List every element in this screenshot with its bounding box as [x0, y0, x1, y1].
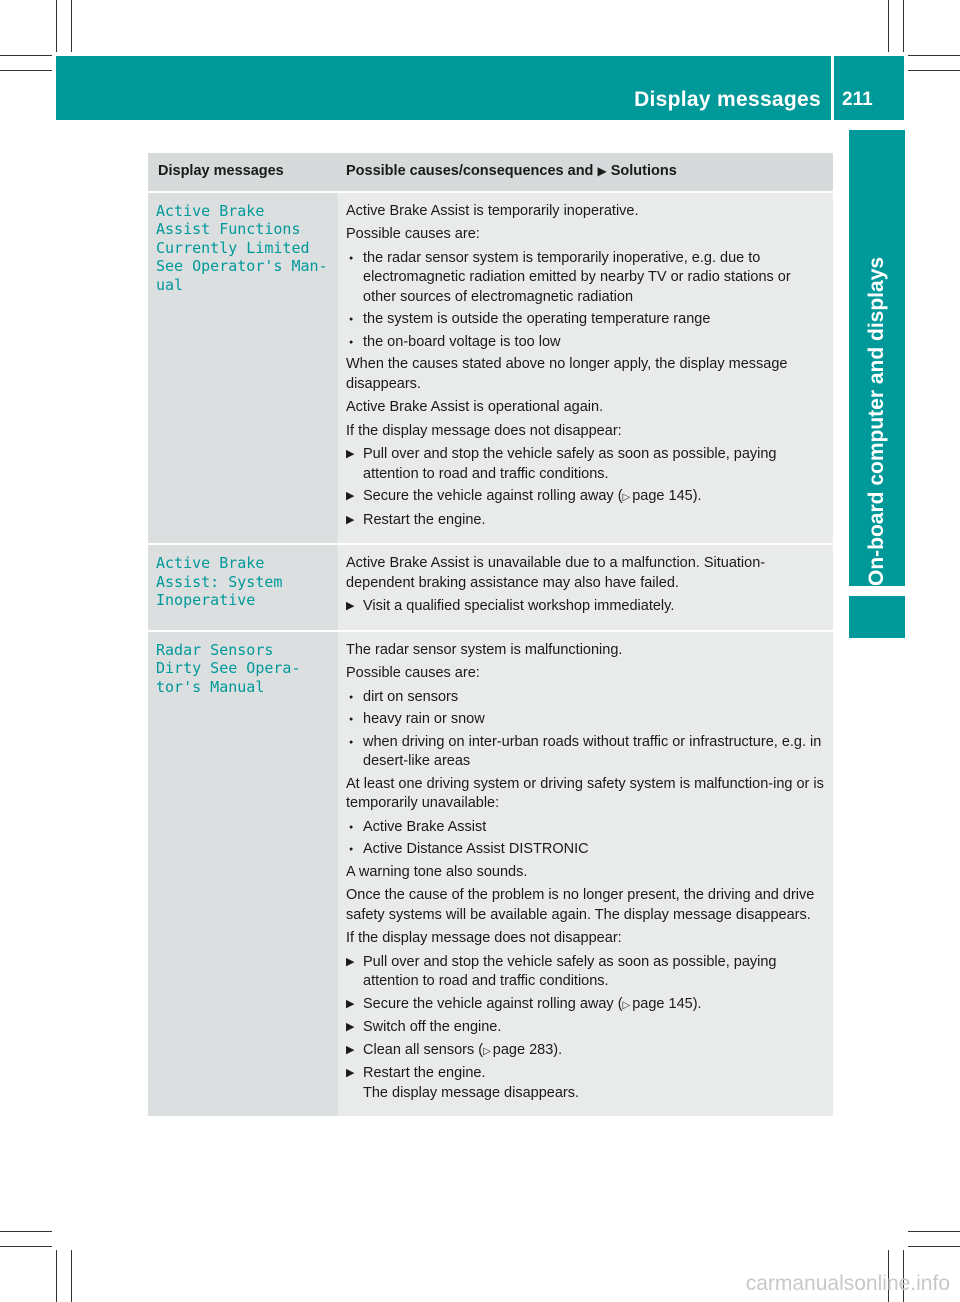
- paragraph: A warning tone also sounds.: [346, 863, 528, 880]
- crop-mark: [908, 70, 960, 71]
- paragraph: If the display message does not disappear:: [346, 422, 622, 439]
- solution-cell: [338, 544, 833, 631]
- column-header-label: Possible causes/consequences and: [346, 163, 594, 179]
- paragraph: If the display message does not disappear:: [346, 930, 622, 946]
- crop-mark: [908, 55, 960, 56]
- bullet-item: [346, 310, 825, 330]
- paragraph: At least one driving system or driving safety system is malfunction-ing or is temporarily unavailable:: [346, 775, 824, 811]
- item-text: when driving on inter-urban roads without traffic or infrastructure, e.g. in desert-like areas: [363, 733, 822, 769]
- instruction-step: [346, 1018, 825, 1038]
- crop-mark: [71, 0, 72, 52]
- paragraph: The radar sensor system is malfunctioning.: [346, 641, 623, 658]
- instruction-step: [346, 511, 825, 531]
- crop-mark: [0, 70, 52, 71]
- bullet-item: [346, 249, 825, 308]
- instruction-step: [346, 487, 825, 508]
- item-text: Switch off the engine.: [363, 1019, 502, 1035]
- display-message-text: Active Brake Assist Functions Currently Limited See Operator's Man‐ ual: [156, 201, 328, 294]
- item-text-suffix: ).: [692, 488, 702, 504]
- message-cell: [148, 544, 338, 631]
- item-text: the radar sensor system is temporarily inoperative, e.g. due to electromagnetic radiation emitted by nearby TV or radio stations or other sources of electromagnetic radiation: [363, 249, 791, 305]
- solution-cell: [338, 192, 833, 545]
- paragraph: Possible causes are:: [346, 226, 480, 242]
- crop-mark: [71, 1250, 72, 1302]
- crop-mark: [888, 0, 889, 52]
- item-text: Active Brake Assist: [363, 818, 487, 835]
- column-header-label: Solutions: [610, 163, 677, 179]
- paragraph: Active Brake Assist is unavailable due to a malfunction. Situation-dependent braking assistance may also have failed.: [346, 555, 766, 591]
- page-section-title: Display messages: [634, 88, 821, 111]
- bullet-item: [346, 333, 825, 353]
- chapter-tab-label: On-board computer and displays: [865, 256, 888, 586]
- instruction-step: [346, 1064, 825, 1103]
- header-divider: [831, 56, 834, 120]
- table-row: [148, 192, 833, 545]
- table-row: [148, 631, 833, 1118]
- crop-mark: [0, 1246, 52, 1247]
- item-text: heavy rain or snow: [363, 711, 485, 727]
- item-text: Secure the vehicle against rolling away (: [363, 995, 623, 1012]
- item-text: Visit a qualified specialist workshop immediately.: [363, 598, 675, 614]
- crop-mark: [903, 0, 904, 52]
- instruction-step: [346, 597, 825, 617]
- bullet-item: [346, 688, 825, 708]
- watermark: carmanualsonline.info: [745, 1272, 950, 1295]
- page-reference-link[interactable]: page 145: [632, 488, 693, 504]
- crop-mark: [56, 0, 57, 52]
- item-text: Clean all sensors (: [363, 1041, 484, 1058]
- item-text: the system is outside the operating temperature range: [363, 311, 711, 327]
- bullet-item: [346, 818, 825, 838]
- instruction-step: [346, 445, 825, 484]
- page-reference-arrow-icon: [483, 1042, 491, 1058]
- crop-mark: [908, 1246, 960, 1247]
- item-text: Restart the engine. The display message disappears.: [363, 1065, 580, 1101]
- message-cell: [148, 192, 338, 545]
- item-text: Secure the vehicle against rolling away (: [363, 488, 623, 504]
- item-text: Active Distance Assist DISTRONIC: [363, 841, 589, 857]
- paragraph: Active Brake Assist is temporarily inoperative.: [346, 202, 639, 219]
- item-text: dirt on sensors: [363, 688, 459, 705]
- paragraph: Possible causes are:: [346, 665, 480, 681]
- page-reference-link[interactable]: page 283: [492, 1041, 554, 1058]
- instruction-step: [346, 1041, 825, 1062]
- page-reference-arrow-icon: [623, 488, 631, 504]
- display-messages-table: [148, 153, 833, 1118]
- paragraph: Active Brake Assist is operational again.: [346, 399, 604, 415]
- page-reference-link[interactable]: page 145: [632, 995, 693, 1012]
- chapter-marker: [849, 596, 905, 638]
- column-header-messages: Display messages: [148, 153, 338, 192]
- crop-mark: [0, 55, 52, 56]
- item-text: Pull over and stop the vehicle safely as soon as possible, paying attention to road and traffic conditions.: [363, 446, 777, 482]
- item-text: the on-board voltage is too low: [363, 333, 561, 350]
- bullet-item: [346, 840, 825, 860]
- item-text-suffix: ).: [692, 995, 702, 1012]
- column-header-solutions: [338, 153, 833, 192]
- display-message-text: Active Brake Assist: System Inoperative: [156, 554, 283, 609]
- paragraph: Once the cause of the problem is no longer present, the driving and drive safety systems will be available again. The display message disappears.: [346, 887, 815, 923]
- instruction-step: [346, 953, 825, 992]
- table-header-row: [148, 153, 833, 192]
- table-row: [148, 544, 833, 631]
- crop-mark: [56, 1250, 57, 1302]
- paragraph: When the causes stated above no longer apply, the display message disappears.: [346, 356, 788, 392]
- crop-mark: [0, 1231, 52, 1232]
- step-arrow-icon: ▶: [597, 164, 607, 178]
- bullet-item: [346, 733, 825, 772]
- display-message-text: Radar Sensors Dirty See Opera‐ tor's Manual: [156, 640, 301, 696]
- item-text: Restart the engine.: [363, 511, 486, 528]
- message-cell: [148, 631, 338, 1118]
- solution-cell: [338, 631, 833, 1118]
- crop-mark: [908, 1231, 960, 1232]
- item-text-suffix: ).: [553, 1041, 563, 1058]
- item-text: Pull over and stop the vehicle safely as soon as possible, paying attention to road and traffic conditions.: [363, 953, 777, 989]
- bullet-item: [346, 710, 825, 730]
- page-reference-arrow-icon: [623, 996, 631, 1012]
- page-number: 211: [842, 89, 873, 110]
- instruction-step: [346, 995, 825, 1016]
